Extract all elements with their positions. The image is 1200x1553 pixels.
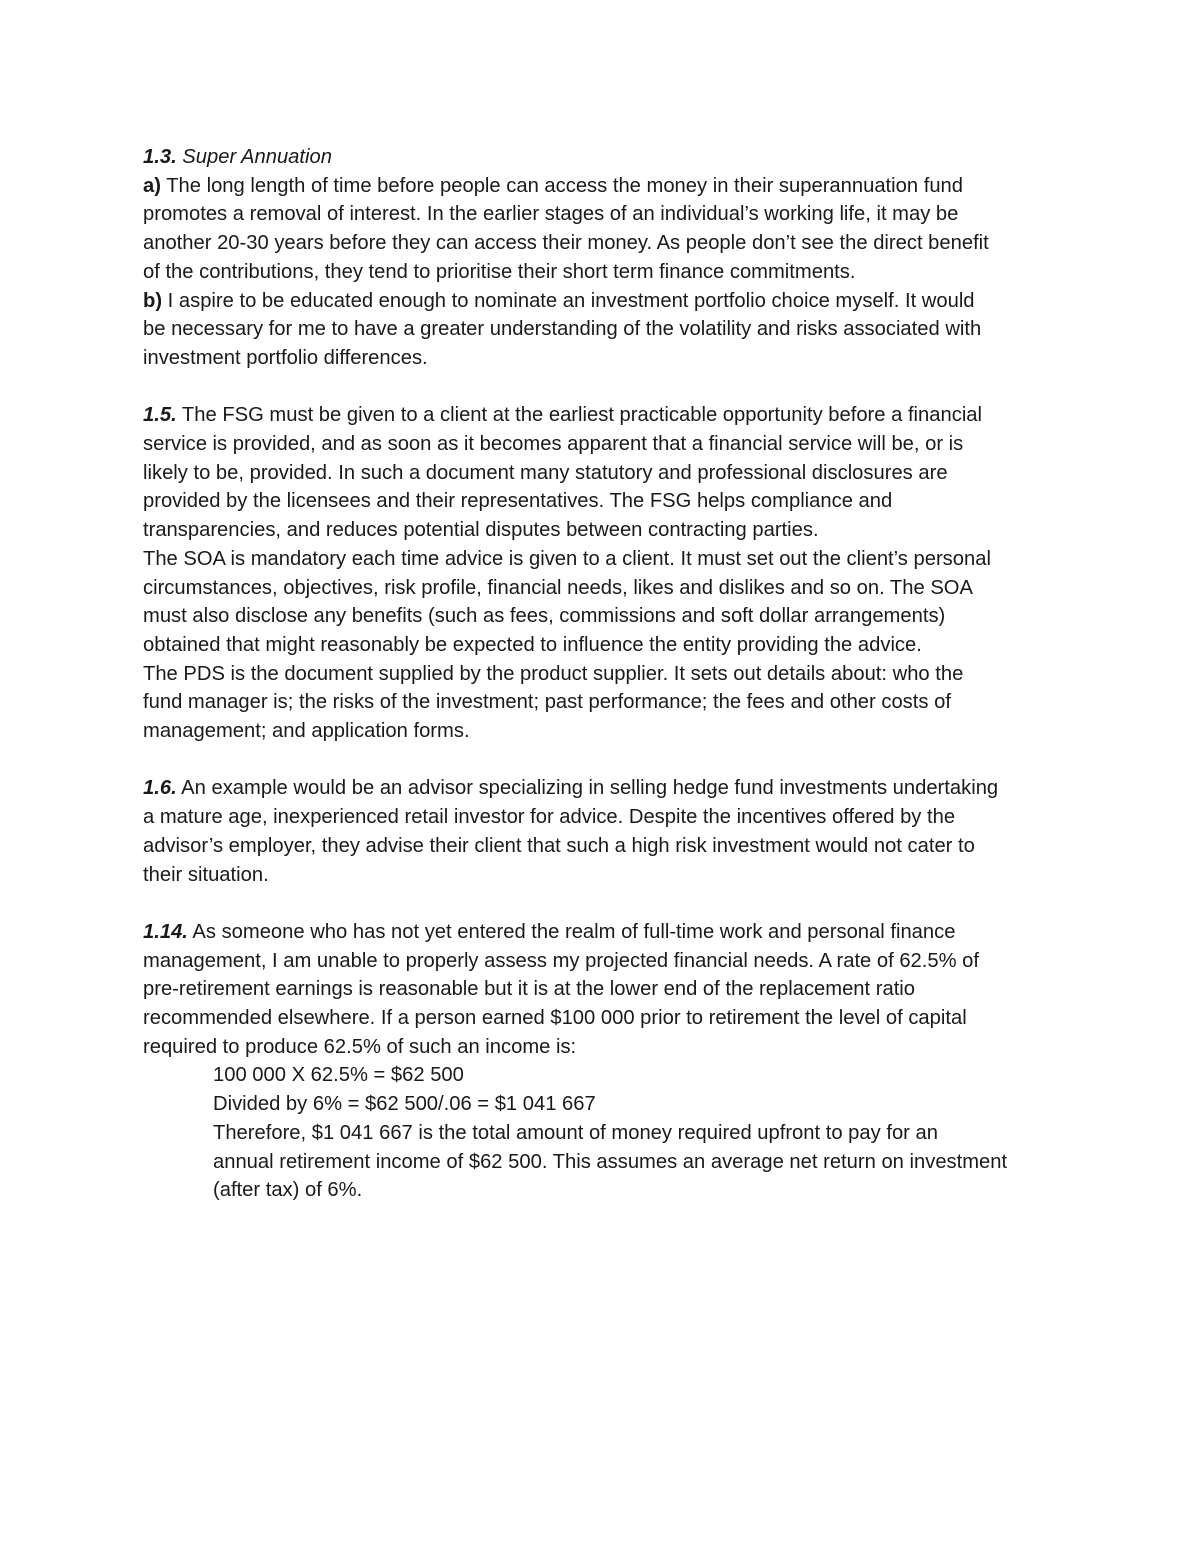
paragraph-spacer xyxy=(143,889,1078,918)
paragraph-line: must also disclose any benefits (such as fees, commissions and soft dollar arrangements) xyxy=(143,605,946,628)
sub-label: b) xyxy=(143,289,163,312)
paragraph-line: promotes a removal of interest. In the earlier stages of an individual’s working life, it may be xyxy=(143,203,959,226)
section-1-5 xyxy=(143,401,1078,745)
calculation-line: (after tax) of 6%. xyxy=(213,1179,363,1202)
section-number: 1.3. xyxy=(143,146,177,168)
paragraph-line: 1.6. An example would be an advisor specializing in selling hedge fund investments undertaking xyxy=(143,777,999,800)
calculation-line: 100 000 X 62.5% = $62 500 xyxy=(213,1064,464,1087)
section-1-14 xyxy=(143,918,1078,1205)
paragraph-line: b) I aspire to be educated enough to nominate an investment portfolio choice myself. It would xyxy=(143,289,975,312)
paragraph-line: fund manager is; the risks of the investment; past performance; the fees and other costs of xyxy=(143,691,951,714)
paragraph-line: recommended elsewhere. If a person earned $100 000 prior to retirement the level of capital xyxy=(143,1007,967,1030)
paragraph-line: pre-retirement earnings is reasonable but it is at the lower end of the replacement ratio xyxy=(143,978,916,1001)
paragraph-line: of the contributions, they tend to prioritise their short term finance commitments. xyxy=(143,260,856,283)
paragraph-line: investment portfolio differences. xyxy=(143,346,428,369)
section-heading xyxy=(143,143,1078,172)
section-1-6 xyxy=(143,774,1078,889)
section-title: Super Annuation xyxy=(182,146,332,168)
document-page xyxy=(143,143,1078,1205)
paragraph-line: management, I am unable to properly assess my projected financial needs. A rate of 62.5% of xyxy=(143,949,980,972)
paragraph-line: circumstances, objectives, risk profile, financial needs, likes and dislikes and so on. The SOA xyxy=(143,576,973,599)
paragraph-line: a mature age, inexperienced retail investor for advice. Despite the incentives offered by the xyxy=(143,806,956,829)
section-number: 1.5. xyxy=(143,404,177,427)
paragraph-line: service is provided, and as soon as it becomes apparent that a financial service will be, or is xyxy=(143,433,964,456)
paragraph-line: another 20-30 years before they can access their money. As people don’t see the direct benefit xyxy=(143,232,989,255)
paragraph-line: 1.14. As someone who has not yet entered the realm of full-time work and personal finance xyxy=(143,920,956,943)
paragraph-spacer xyxy=(143,373,1078,402)
paragraph-line: a) The long length of time before people can access the money in their superannuation fund xyxy=(143,174,964,197)
paragraph-line: advisor’s employer, they advise their client that such a high risk investment would not cater to xyxy=(143,834,975,857)
calculation-line: annual retirement income of $62 500. This assumes an average net return on investment xyxy=(213,1150,1008,1173)
calculation-line: Therefore, $1 041 667 is the total amount of money required upfront to pay for an xyxy=(213,1121,938,1144)
section-1-3 xyxy=(143,143,1078,373)
paragraph-line: The PDS is the document supplied by the product supplier. It sets out details about: who the xyxy=(143,662,964,685)
paragraph-line: obtained that might reasonably be expected to influence the entity providing the advice. xyxy=(143,633,922,656)
section-number: 1.14. xyxy=(143,920,188,943)
paragraph-line: be necessary for me to have a greater understanding of the volatility and risks associated with xyxy=(143,318,982,341)
paragraph-line: their situation. xyxy=(143,863,269,886)
calculation-line: Divided by 6% = $62 500/.06 = $1 041 667 xyxy=(213,1093,596,1116)
paragraph-line: required to produce 62.5% of such an income is: xyxy=(143,1035,577,1058)
paragraph-line: likely to be, provided. In such a document many statutory and professional disclosures are xyxy=(143,461,948,484)
paragraph-line: management; and application forms. xyxy=(143,720,470,743)
sub-label: a) xyxy=(143,174,161,197)
paragraph-line: transparencies, and reduces potential disputes between contracting parties. xyxy=(143,519,819,542)
paragraph-line: 1.5. The FSG must be given to a client at the earliest practicable opportunity before a financial xyxy=(143,404,983,427)
paragraph-line: provided by the licensees and their representatives. The FSG helps compliance and xyxy=(143,490,893,513)
paragraph-spacer xyxy=(143,746,1078,775)
paragraph-line: The SOA is mandatory each time advice is given to a client. It must set out the client’s personal xyxy=(143,547,991,570)
section-number: 1.6. xyxy=(143,777,177,800)
